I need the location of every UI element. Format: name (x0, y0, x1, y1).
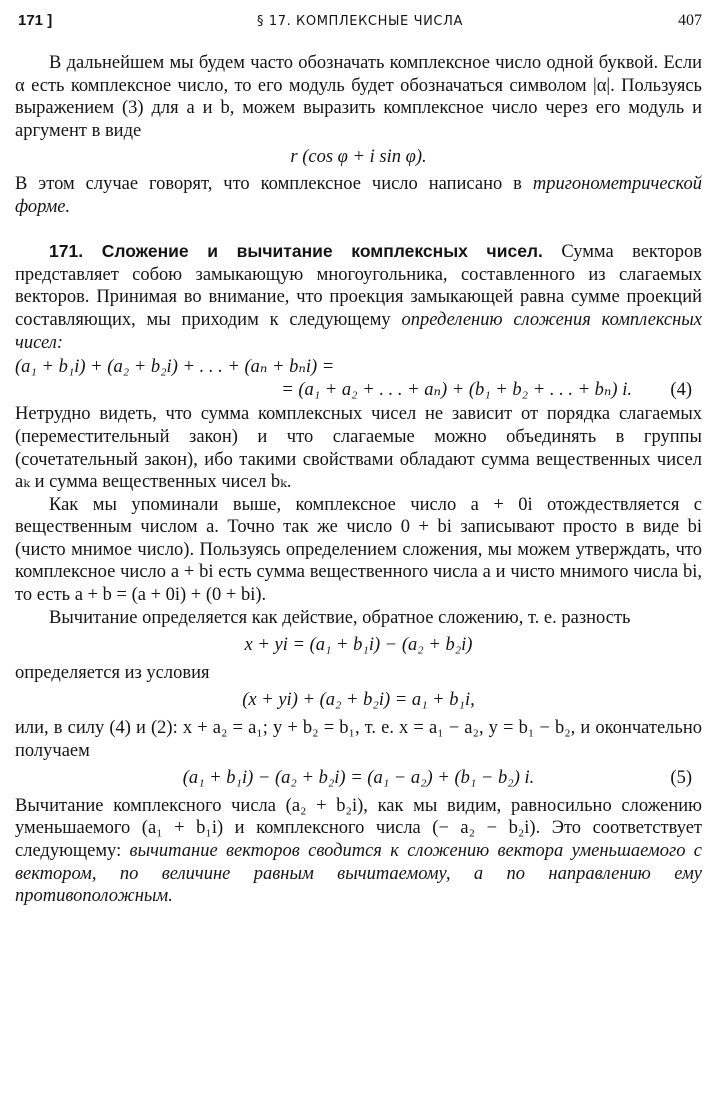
paragraph-derivation: или, в силу (4) и (2): x + a₂ = a₁; y + b₂ = b₁, т. е. x = a₁ − a₂, y = b₁ − b₂, и окончательно получаем (15, 718, 702, 761)
term-vector-subtraction: вычитание векторов сводится к сложению вектора уменьшаемого с вектором, по величине равным вычитаемому, а по направлению ему противоположным. (15, 841, 702, 907)
formula-4-row (15, 379, 702, 402)
paragraph-vector-subtraction-text: Вычитание комплексного числа (a₂ + b₂i), как мы видим, равносильно сложению уменьшаемого (a₁ + b₁i) и комплексного числа (− a₂ − b₂i). Это соответствует следующему: (15, 795, 702, 861)
formula-5-row (15, 767, 702, 790)
term-trig-form: тригонометрической форме. (15, 173, 702, 217)
equation-number-4: (4) (670, 379, 692, 400)
formula-4-line2: = (a₁ + a₂ + . . . + aₙ) + (b₁ + b₂ + . . . + bₙ) i. (281, 379, 632, 400)
equation-number-5: (5) (670, 768, 692, 789)
paragraph-vector-subtraction (15, 795, 702, 908)
formula-trigonometric: r (cos φ + i sin φ). (290, 147, 427, 168)
page-body (15, 52, 702, 908)
paragraph-subtraction: Вычитание определяется как действие, обратное сложению, т. е. разность (49, 607, 631, 628)
running-header (18, 6, 702, 36)
section-heading-171: 171. Сложение и вычитание комплексных чисел. (49, 241, 543, 262)
paragraph-commutative: Нетрудно видеть, что сумма комплексных чисел не зависит от порядка слагаемых (переместительный закон) и что слагаемые можно объединять в группы (сочетательный закон), ибо такими свойствами обладают сумма вещественных чисел aₖ и сумма вещественных чисел bₖ. (15, 404, 702, 493)
formula-condition: (x + yi) + (a₂ + b₂i) = a₁ + b₁i, (242, 690, 475, 711)
section-number: 171 ] (18, 12, 53, 29)
formula-difference: x + yi = (a₁ + b₁i) − (a₂ + b₂i) (244, 635, 473, 656)
paragraph-trig-form-text: В этом случае говорят, что комплексное число написано в (15, 173, 533, 194)
paragraph-trig-form (15, 173, 702, 218)
paragraph-real-imaginary: Как мы упоминали выше, комплексное число a + 0i отождествляется с вещественным числом a. Точно так же число 0 + bi записывают просто в виде bi (чисто мнимое число). Пользуясь определением сложения, мы можем утверждать, что комплексное число a + bi есть сумма вещественного числа a и чисто мнимого числа bi, то есть a + b = (a + 0i) + (0 + bi). (15, 494, 702, 606)
paragraph-condition: определяется из условия (15, 662, 210, 683)
page-number: 407 (678, 12, 702, 29)
paragraph-addition-text: Сумма векторов представляет собою замыкающую многоугольника, составленного из слагаемых векторов. Принимая во внимание, что проекция замыкающей равна сумме проекций составляющих, мы приходим к следующему (15, 242, 703, 330)
term-addition-definition: определению сложения комплексных чисел: (15, 309, 702, 353)
formula-5: (a₁ + b₁i) − (a₂ + b₂i) = (a₁ − a₂) + (b₁ − b₂) i. (182, 768, 535, 789)
paragraph-addition (15, 240, 702, 354)
paragraph-modulus: В дальнейшем мы будем часто обозначать комплексное число одной буквой. Если α есть комплексное число, то его модуль будет обозначаться символом |α|. Пользуясь выражением (3) для a и b, можем выразить комплексное число через его модуль и аргумент в виде (15, 53, 702, 141)
chapter-title: § 17. КОМПЛЕКСНЫЕ ЧИСЛА (257, 14, 463, 29)
formula-4-line1: (a₁ + b₁i) + (a₂ + b₂i) + . . . + (aₙ + bₙi) = (15, 357, 335, 378)
